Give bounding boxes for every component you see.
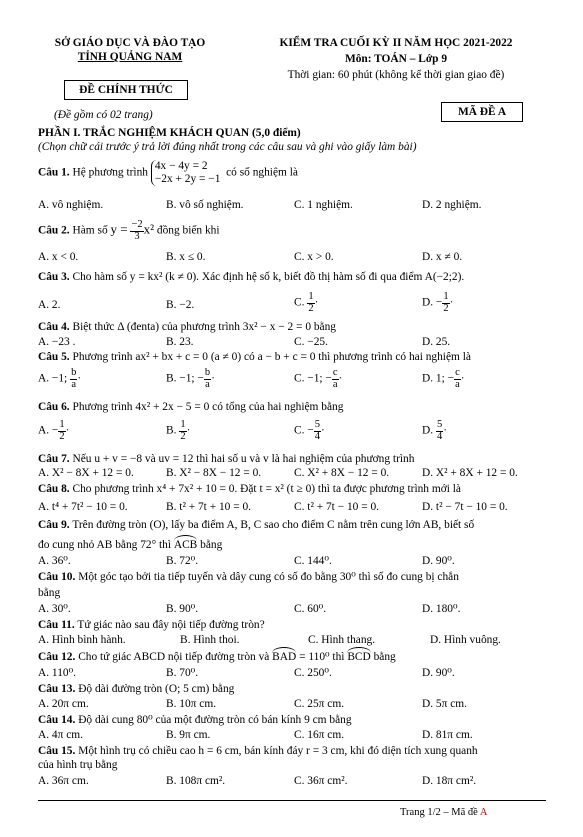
option: C. −25. xyxy=(294,336,328,348)
option: C. 1 nghiệm. xyxy=(294,199,353,211)
option: A. x < 0. xyxy=(38,251,79,263)
option: B. Hình thoi. xyxy=(180,634,240,646)
question-5: Câu 5. Phương trình ax² + bx + c = 0 (a ≠ 0) có a − b + c = 0 thì phương trình có hai nghiệm là xyxy=(38,351,471,363)
option: A. −23 . xyxy=(38,336,76,348)
question-8: Câu 8. Cho phương trình x⁴ + 7x² + 10 = 0. Đặt t = x² (t ≥ 0) thì ta được phương trình mới là xyxy=(38,483,461,495)
equation-system: 4x − 4y = 2 −2x + 2y = −1 xyxy=(151,160,221,186)
option: C. −1; − $\frac{c}{a}$ · xyxy=(294,367,343,390)
option: C. 144⁰. xyxy=(294,555,332,567)
option: A. 4π cm. xyxy=(38,729,83,741)
question-9-cont: đo cung nhỏ AB bằng 72° thì ACB bằng xyxy=(38,539,223,551)
question-2: Câu 2. Hàm số y = $\frac{-2}{3}$ x² đồng biến khi xyxy=(38,219,220,242)
option: D. − $\frac{1}{2}$ · xyxy=(422,291,454,314)
option: B. vô số nghiệm. xyxy=(166,199,244,211)
option: C. X² + 8X − 12 = 0. xyxy=(294,467,390,479)
option: A. 20π cm. xyxy=(38,698,89,710)
option: B. 108π cm². xyxy=(166,775,226,787)
option: B. −2. xyxy=(166,299,195,311)
option: A. − $\frac{1}{2}$ · xyxy=(38,419,70,442)
option: D. 90⁰. xyxy=(422,555,455,567)
option: A. 36⁰. xyxy=(38,555,71,567)
option: A. 2. xyxy=(38,299,61,311)
option: D. 90⁰. xyxy=(422,667,455,679)
option: D. Hình vuông. xyxy=(430,634,501,646)
page-footer: Trang 1/2 – Mã đề A xyxy=(400,807,488,818)
option: D. 18π cm². xyxy=(422,775,477,787)
question-9: Câu 9. Trên đường tròn (O), lấy ba điểm A, B, C sao cho điểm C nằm trên cung lớn AB, biết số xyxy=(38,519,475,531)
dept-name: SỞ GIÁO DỤC VÀ ĐÀO TẠO xyxy=(54,37,206,49)
option: A. X² − 8X + 12 = 0. xyxy=(38,467,134,479)
question-10-cont: bằng xyxy=(38,587,61,599)
option: B. −1; − $\frac{b}{a}$ · xyxy=(166,367,215,390)
option: A. 30⁰. xyxy=(38,603,71,615)
option: A. t⁴ + 7t² − 10 = 0. xyxy=(38,501,128,513)
option: C. x > 0. xyxy=(294,251,334,263)
question-4: Câu 4. Biệt thức Δ (đenta) của phương trình 3x² − x − 2 = 0 bằng xyxy=(38,321,337,333)
option: C. 250⁰. xyxy=(294,667,332,679)
option: C. 60⁰. xyxy=(294,603,327,615)
option: B. 23. xyxy=(166,336,194,348)
option: B. $\frac{1}{2}$ · xyxy=(166,419,191,442)
question-7: Câu 7. Nếu u + v = −8 và uv = 12 thì hai số u và v là hai nghiệm của phương trình xyxy=(38,453,415,465)
option: D. t² − 7t − 10 = 0. xyxy=(422,501,508,513)
option: A. 110⁰. xyxy=(38,667,76,679)
option: B. 10π cm. xyxy=(166,698,217,710)
option: D. 25. xyxy=(422,336,451,348)
option: C. $\frac{1}{2}$ · xyxy=(294,291,319,314)
question-1: Câu 1. Hệ phương trình 4x − 4y = 2 −2x + 2y = −1 có số nghiệm là xyxy=(38,160,298,186)
option: B. t² + 7t + 10 = 0. xyxy=(166,501,252,513)
option: C. 36π cm². xyxy=(294,775,348,787)
question-12: Câu 12. Cho tứ giác ABCD nội tiếp đường tròn và BAD = 110⁰ thì BCD bằng xyxy=(38,651,396,663)
option: A. Hình bình hành. xyxy=(38,634,126,646)
option: A. vô nghiệm. xyxy=(38,199,104,211)
option: B. 90⁰. xyxy=(166,603,199,615)
option: B. 70⁰. xyxy=(166,667,199,679)
option: A. −1; $\frac{b}{a}$ · xyxy=(38,367,82,390)
official-badge: ĐỀ CHÍNH THỨC xyxy=(64,80,188,100)
section-title: PHẦN I. TRẮC NGHIỆM KHÁCH QUAN (5,0 điểm) xyxy=(38,127,301,139)
option: C. 25π cm. xyxy=(294,698,345,710)
question-14: Câu 14. Độ dài cung 80⁰ của một đường tròn có bán kính 9 cm bằng xyxy=(38,714,352,726)
question-6: Câu 6. Phương trình 4x² + 2x − 5 = 0 có tổng của hai nghiệm bằng xyxy=(38,401,344,413)
question-15: Câu 15. Một hình trụ có chiều cao h = 6 cm, bán kính đáy r = 3 cm, khi đó diện tích xung quanh xyxy=(38,745,478,757)
option: B. 9π cm. xyxy=(166,729,211,741)
option: D. X² + 8X + 12 = 0. xyxy=(422,467,518,479)
option: B. 72⁰. xyxy=(166,555,199,567)
option: D. 2 nghiệm. xyxy=(422,199,482,211)
option: D. 180⁰. xyxy=(422,603,461,615)
option: D. $\frac{5}{4}$ · xyxy=(422,419,447,442)
exam-code-badge: MÃ ĐỀ A xyxy=(441,102,523,122)
section-instruction: (Chọn chữ cái trước ý trả lời đúng nhất trong các câu sau và ghi vào giấy làm bài) xyxy=(38,141,417,153)
option: C. − $\frac{5}{4}$ · xyxy=(294,419,325,442)
time-note: Thời gian: 60 phút (không kể thời gian giao đề) xyxy=(287,69,505,81)
question-15-cont: của hình trụ bằng xyxy=(38,759,118,771)
option: D. x ≠ 0. xyxy=(422,251,463,263)
option: B. X² − 8X − 12 = 0. xyxy=(166,467,262,479)
option: D. 81π cm. xyxy=(422,729,473,741)
exam-title: KIỂM TRA CUỐI KỲ II NĂM HỌC 2021-2022 xyxy=(279,37,513,49)
subject: Môn: TOÁN – Lớp 9 xyxy=(344,53,448,65)
option: D. 5π cm. xyxy=(422,698,467,710)
option: A. 36π cm. xyxy=(38,775,89,787)
question-13: Câu 13. Độ dài đường tròn (O; 5 cm) bằng xyxy=(38,683,235,695)
option: C. 16π cm. xyxy=(294,729,345,741)
option: C. Hình thang. xyxy=(308,634,376,646)
question-11: Câu 11. Tứ giác nào sau đây nội tiếp đường tròn? xyxy=(38,619,265,631)
question-3: Câu 3. Cho hàm số y = kx² (k ≠ 0). Xác định hệ số k, biết đồ thị hàm số đi qua điểm A(−2;2). xyxy=(38,271,465,283)
option: C. t² + 7t − 10 = 0. xyxy=(294,501,380,513)
footer-divider xyxy=(38,800,546,801)
province-name: TỈNH QUẢNG NAM xyxy=(77,51,183,63)
question-10: Câu 10. Một góc tạo bởi tia tiếp tuyến và dây cung có số đo bằng 30⁰ thì số đo cung bị chắn xyxy=(38,571,459,583)
pages-note: (Đề gồm có 02 trang) xyxy=(54,109,153,121)
option: B. x ≤ 0. xyxy=(166,251,206,263)
option: D. 1; − $\frac{c}{a}$ · xyxy=(422,367,465,390)
